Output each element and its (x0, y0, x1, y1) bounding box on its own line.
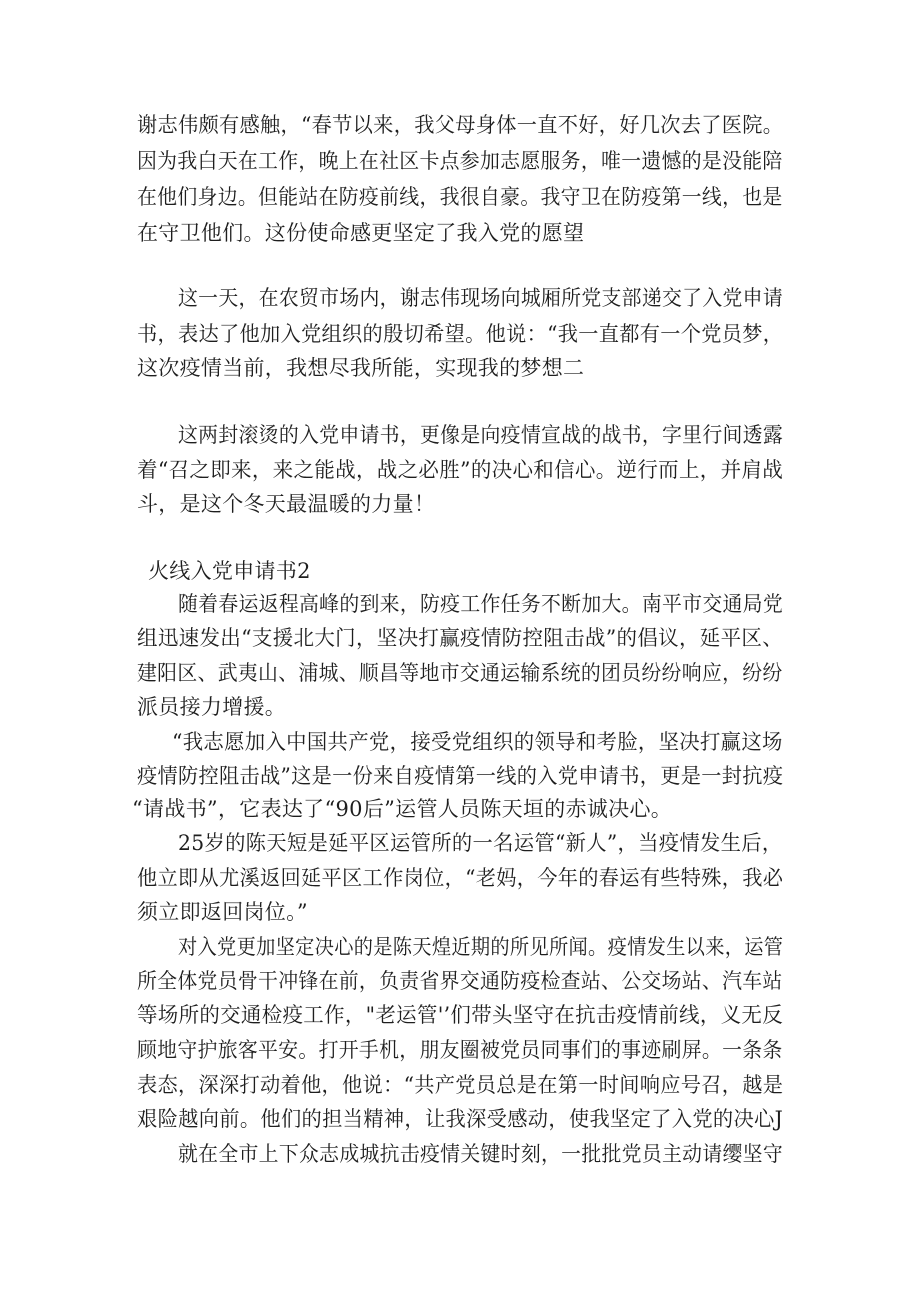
text-line: 斗，是这个冬天最温暖的力量！ (137, 492, 436, 516)
section-title: 火线入党申请书2 (148, 559, 311, 583)
text-line: 须立即返回岗位。” (137, 900, 308, 924)
text-line: 派员接力增援。 (137, 695, 287, 719)
text-line: 书，表达了他加入党组织的殷切希望。他说：“我一直都有一个党员梦， (137, 322, 784, 346)
text-line: 所全体党员骨干冲锋在前，负责省界交通防疫检查站、公交场站、汽车站 (137, 969, 783, 993)
text-line: 表态，深深打动着他，他说：“共产党员总是在第一时间响应号召，越是 (137, 1073, 784, 1097)
text-line: 这次疫情当前，我想尽我所能，实现我的梦想二 (137, 356, 585, 380)
text-line: 随着春运返程高峰的到来，防疫工作任务不断加大。南平市交通局党 (178, 592, 784, 616)
text-line: “请战书”，它表达了“90后”运管人员陈天垣的赤诚决心。 (132, 797, 673, 821)
text-line: 因为我白天在工作，晚上在社区卡点参加志愿服务，唯一遗憾的是没能陪 (137, 149, 783, 173)
text-line: 在守卫他们。这份使命感更坚定了我入党的愿望 (137, 221, 585, 245)
text-line: 就在全市上下众志成城抗击疫情关键时刻，一批批党员主动请缨坚守 (178, 1142, 784, 1166)
text-line: 这一天，在农贸市场内，谢志伟现场向城厢所党支部递交了入党申请 (178, 286, 784, 310)
text-line: 艰险越向前。他们的担当精神，让我深受感动，使我坚定了入党的决心J (137, 1107, 784, 1131)
text-line: 对入党更加坚定决心的是陈天煌近期的所见所闻。疫情发生以来，运管 (178, 935, 784, 959)
text-line: 这两封滚烫的入党申请书，更像是向疫情宣战的战书，字里行间透露 (178, 423, 784, 447)
text-line: 25岁的陈天短是延平区运管所的一名运管“新人”，当疫情发生后， (178, 831, 783, 855)
text-line: 着“召之即来，来之能战，战之必胜”的决心和信心。逆行而上，并肩战 (137, 458, 784, 482)
text-line: 等场所的交通检疫工作，"老运管'’们带头坚守在抗击疫情前线，义无反 (137, 1003, 783, 1027)
text-line: 谢志伟颇有感触，“春节以来，我父母身体一直不好，好几次去了医院。 (137, 113, 784, 137)
text-line: 顾地守护旅客平安。打开手机，朋友圈被党员同事们的事迹刷屏。一条条 (137, 1038, 783, 1062)
text-line: 他立即从尤溪返回延平区工作岗位，“老妈，今年的春运有些特殊，我必 (137, 866, 784, 890)
text-line: “我志愿加入中国共产党，接受党组织的领导和考脸，坚决打赢这场 (172, 730, 783, 754)
text-line: 组迅速发出“支援北大门，坚决打赢疫情防控阻击战”的倡议，延平区、 (137, 626, 784, 650)
text-line: 疫情防控阻击战”这是一份来自疫情第一线的入党申请书，更是一封抗疫 (137, 764, 784, 788)
text-line: 建阳区、武夷山、浦城、顺昌等地市交通运输系统的团员纷纷响应，纷纷 (137, 661, 783, 685)
text-line: 在他们身边。但能站在防疫前线，我很自豪。我守卫在防疫第一线，也是 (137, 185, 783, 209)
